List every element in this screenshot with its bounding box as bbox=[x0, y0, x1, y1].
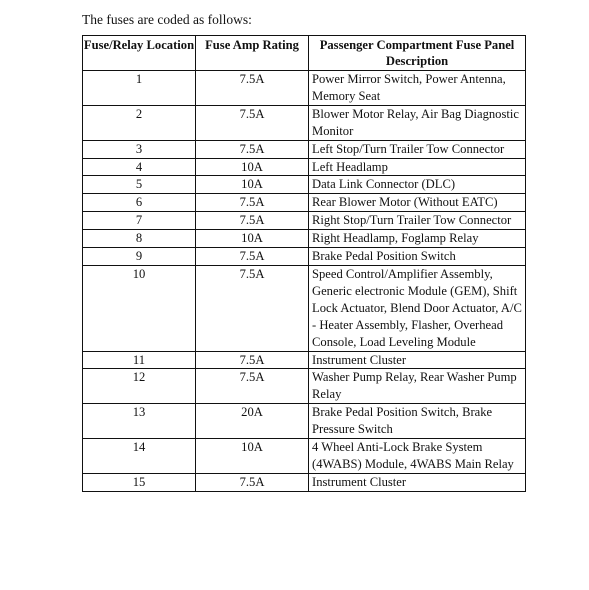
cell-amp-rating: 7.5A bbox=[196, 212, 309, 230]
cell-location: 4 bbox=[83, 158, 196, 176]
cell-amp-rating: 7.5A bbox=[196, 194, 309, 212]
cell-amp-rating: 7.5A bbox=[196, 265, 309, 351]
cell-amp-rating: 10A bbox=[196, 439, 309, 474]
table-row bbox=[83, 105, 526, 140]
cell-location: 8 bbox=[83, 230, 196, 248]
intro-text: The fuses are coded as follows: bbox=[82, 12, 252, 27]
fuse-table bbox=[82, 35, 526, 492]
cell-amp-rating: 7.5A bbox=[196, 140, 309, 158]
table-row bbox=[83, 212, 526, 230]
table-row bbox=[83, 71, 526, 106]
cell-description: Blower Motor Relay, Air Bag Diagnostic Monitor bbox=[309, 105, 526, 140]
cell-amp-rating: 20A bbox=[196, 404, 309, 439]
cell-description: Data Link Connector (DLC) bbox=[309, 176, 526, 194]
cell-location: 6 bbox=[83, 194, 196, 212]
cell-amp-rating: 10A bbox=[196, 176, 309, 194]
cell-location: 5 bbox=[83, 176, 196, 194]
cell-amp-rating: 10A bbox=[196, 230, 309, 248]
cell-description: Rear Blower Motor (Without EATC) bbox=[309, 194, 526, 212]
cell-location: 3 bbox=[83, 140, 196, 158]
cell-location: 15 bbox=[83, 473, 196, 491]
cell-location: 10 bbox=[83, 265, 196, 351]
header-location: Fuse/Relay Location bbox=[83, 36, 196, 71]
cell-description: Brake Pedal Position Switch bbox=[309, 248, 526, 266]
cell-description: Right Stop/Turn Trailer Tow Connector bbox=[309, 212, 526, 230]
cell-amp-rating: 7.5A bbox=[196, 369, 309, 404]
table-row bbox=[83, 176, 526, 194]
cell-location: 2 bbox=[83, 105, 196, 140]
cell-location: 7 bbox=[83, 212, 196, 230]
table-row bbox=[83, 369, 526, 404]
cell-description: Right Headlamp, Foglamp Relay bbox=[309, 230, 526, 248]
cell-description: Left Stop/Turn Trailer Tow Connector bbox=[309, 140, 526, 158]
table-row bbox=[83, 158, 526, 176]
cell-amp-rating: 7.5A bbox=[196, 473, 309, 491]
table-row bbox=[83, 351, 526, 369]
table-row bbox=[83, 473, 526, 491]
cell-location: 13 bbox=[83, 404, 196, 439]
table-row bbox=[83, 248, 526, 266]
cell-description: Speed Control/Amplifier Assembly, Generic electronic Module (GEM), Shift Lock Actuator, Blend Door Actuator, A/C - Heater Assembly, Flasher, Overhead Console, Load Leveling Module bbox=[309, 265, 526, 351]
cell-location: 1 bbox=[83, 71, 196, 106]
table-row bbox=[83, 265, 526, 351]
table-row bbox=[83, 230, 526, 248]
cell-location: 11 bbox=[83, 351, 196, 369]
cell-amp-rating: 10A bbox=[196, 158, 309, 176]
cell-amp-rating: 7.5A bbox=[196, 105, 309, 140]
cell-amp-rating: 7.5A bbox=[196, 71, 309, 106]
cell-description: 4 Wheel Anti-Lock Brake System (4WABS) Module, 4WABS Main Relay bbox=[309, 439, 526, 474]
cell-amp-rating: 7.5A bbox=[196, 351, 309, 369]
table-row bbox=[83, 439, 526, 474]
header-description: Passenger Compartment Fuse Panel Description bbox=[309, 36, 526, 71]
header-amp-rating: Fuse Amp Rating bbox=[196, 36, 309, 71]
table-row bbox=[83, 404, 526, 439]
cell-description: Instrument Cluster bbox=[309, 351, 526, 369]
cell-amp-rating: 7.5A bbox=[196, 248, 309, 266]
cell-description: Power Mirror Switch, Power Antenna, Memory Seat bbox=[309, 71, 526, 106]
cell-description: Instrument Cluster bbox=[309, 473, 526, 491]
cell-description: Washer Pump Relay, Rear Washer Pump Relay bbox=[309, 369, 526, 404]
cell-location: 14 bbox=[83, 439, 196, 474]
table-body bbox=[83, 71, 526, 492]
cell-description: Left Headlamp bbox=[309, 158, 526, 176]
table-header-row bbox=[83, 36, 526, 71]
table-row bbox=[83, 140, 526, 158]
cell-location: 12 bbox=[83, 369, 196, 404]
cell-location: 9 bbox=[83, 248, 196, 266]
table-row bbox=[83, 194, 526, 212]
cell-description: Brake Pedal Position Switch, Brake Pressure Switch bbox=[309, 404, 526, 439]
